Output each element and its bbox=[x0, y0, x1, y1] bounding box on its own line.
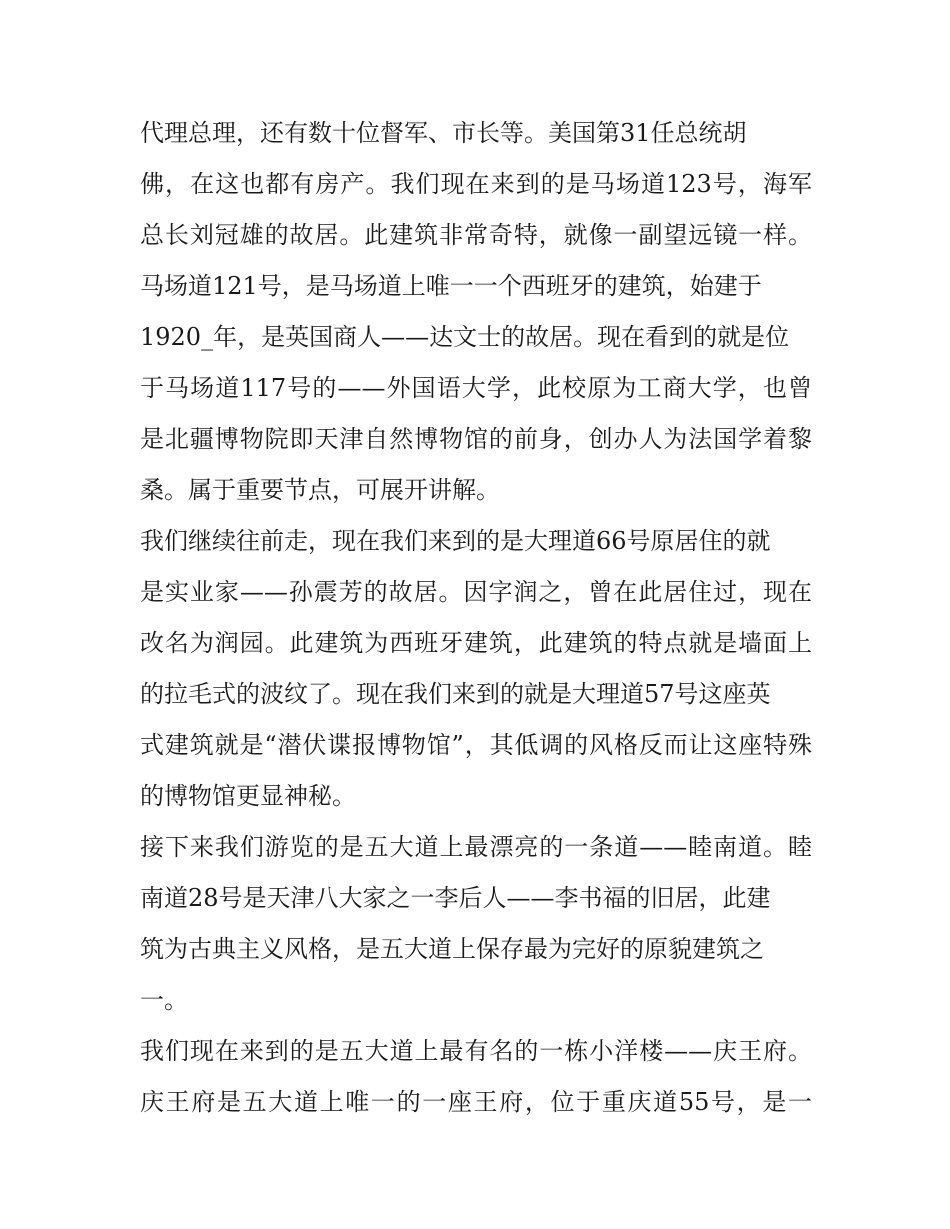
text-line: 1920_年，是英国商人——达文士的故居。现在看到的就是位 bbox=[140, 323, 790, 351]
text-line: 改名为润园。此建筑为西班牙建筑，此建筑的特点就是墙面上 bbox=[140, 629, 812, 657]
text-line: 的拉毛式的波纹了。现在我们来到的就是大理道57号这座英 bbox=[140, 680, 771, 708]
text-line: 是实业家——孙震芳的故居。因字润之，曾在此居住过，现在 bbox=[140, 578, 812, 606]
text-line: 接下来我们游览的是五大道上最漂亮的一条道——睦南道。睦 bbox=[140, 833, 812, 861]
text-line: 佛，在这也都有房产。我们现在来到的是马场道123号，海军 bbox=[140, 170, 812, 198]
text-line: 的博物馆更显神秘。 bbox=[140, 782, 356, 810]
text-line: 桑。属于重要节点，可展开讲解。 bbox=[140, 476, 500, 504]
text-line: 代理总理，还有数十位督军、市长等。美国第31任总统胡 bbox=[140, 119, 747, 147]
text-line: 南道28号是天津八大家之一李后人——李书福的旧居，此建 bbox=[140, 884, 771, 912]
text-line: 我们现在来到的是五大道上最有名的一栋小洋楼——庆王府。 bbox=[140, 1037, 812, 1065]
text-line: 于马场道117号的——外国语大学，此校原为工商大学，也曾 bbox=[140, 374, 812, 402]
text-line: 一。 bbox=[140, 986, 188, 1014]
text-line: 庆王府是五大道上唯一的一座王府，位于重庆道55号，是一 bbox=[140, 1088, 812, 1116]
body-text bbox=[140, 108, 812, 1128]
text-line: 是北疆博物院即天津自然博物馆的前身，创办人为法国学着黎 bbox=[140, 425, 812, 453]
text-line: 筑为古典主义风格，是五大道上保存最为完好的原貌建筑之 bbox=[140, 935, 764, 963]
text-line: 马场道121号，是马场道上唯一一个西班牙的建筑，始建于 bbox=[140, 272, 762, 300]
text-line: 式建筑就是“潜伏谍报博物馆”，其低调的风格反而让这座特殊 bbox=[140, 731, 812, 759]
text-line: 总长刘冠雄的故居。此建筑非常奇特，就像一副望远镜一样。 bbox=[140, 221, 812, 249]
text-line: 我们继续往前走，现在我们来到的是大理道66号原居住的就 bbox=[140, 527, 771, 555]
